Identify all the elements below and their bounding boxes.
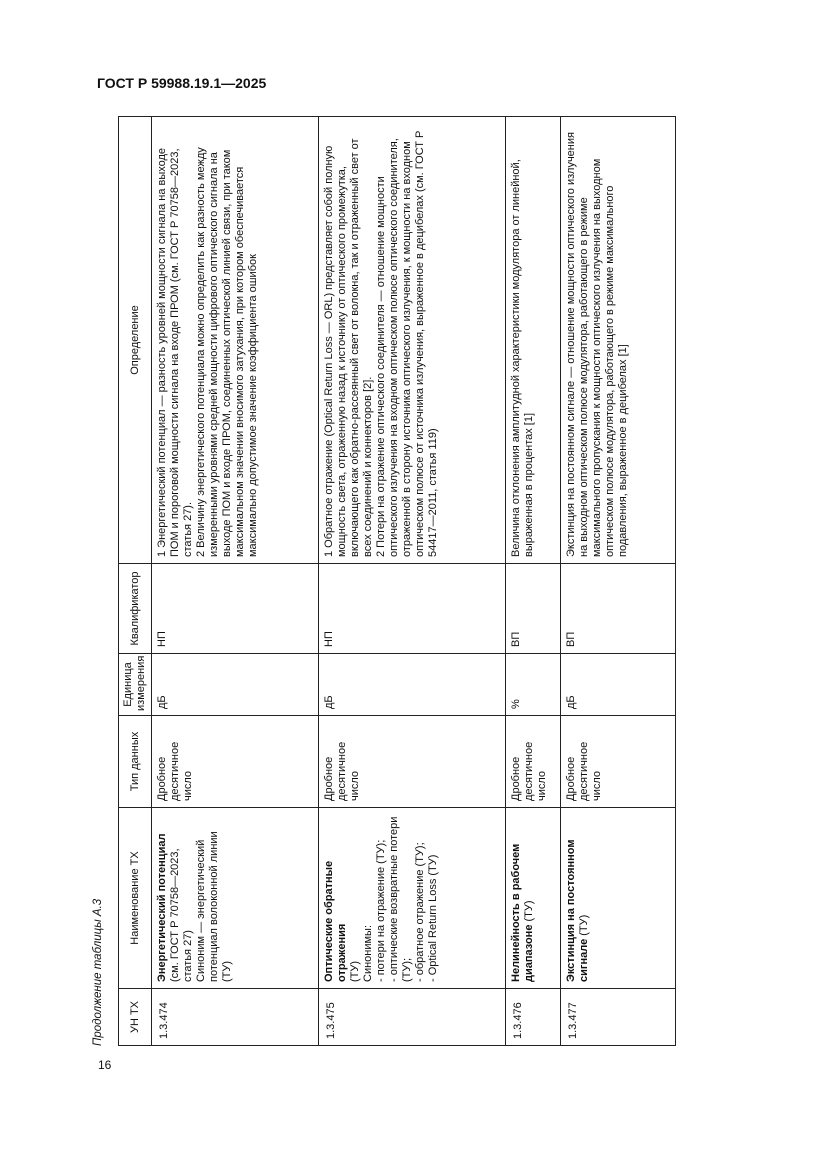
cell-unit: дБ [561, 654, 676, 716]
table-row [319, 117, 506, 1046]
cell-unit: дБ [152, 654, 319, 716]
cell-name [506, 808, 561, 989]
rotated-table-area [90, 117, 690, 1046]
col-header-definition: Определение [119, 117, 152, 564]
cell-name [561, 808, 676, 989]
name-title: Энергетический потенциал [156, 833, 168, 982]
cell-qualifier: НП [319, 564, 506, 654]
name-line: - Optical Return Loss (ТУ) [427, 854, 439, 982]
definition-line: Экстинция на постоянном сигнале — отношение мощности оптического излучения на выходном оптическом полюсе модулятора, работающего в режиме максимального пропускания к мощности оптического излучения на выходном оптическом полюсе модулятора, работающего в режиме максимального подавления, выраженное в децибелах [1] [565, 132, 629, 557]
name-title: Экстинция на постоянном сигнале [565, 839, 590, 982]
table-row [152, 117, 319, 1046]
cell-type: Дробное десятичное число [561, 716, 676, 808]
cell-definition [561, 117, 676, 564]
cell-id: 1.3.477 [561, 989, 676, 1046]
document-header: ГОСТ Р 59988.19.1—2025 [97, 75, 267, 91]
name-title: Оптические обратные отражения [323, 860, 348, 982]
table-header-row [119, 117, 152, 1046]
table-row [506, 117, 561, 1046]
name-line: - оптические возвратные потери (ТУ); [388, 816, 413, 982]
parameters-table [118, 116, 676, 1046]
cell-id: 1.3.476 [506, 989, 561, 1046]
cell-name [319, 808, 506, 989]
table-caption: Продолжение таблицы А.3 [92, 898, 104, 1046]
definition-line: 2 Величину энергетического потенциала можно определить как разность между измеренными уровнями средней мощности цифрового оптического сигнала на выходе ПОМ и входе ПРОМ, соединенных оптической линией связи, при таком максимальном значении вносимого затухания, при котором обеспечивается максимально допустимое значение коэффициента ошибок [195, 147, 259, 557]
definition-line: Величина отклонения амплитудной характеристики модулятора от линейной, выраженная в процентах [1] [510, 159, 535, 557]
cell-name [152, 808, 319, 989]
name-line: (ТУ) [349, 960, 361, 982]
name-line: Синоним — энергетический потенциал волоконной линии (ТУ) [195, 831, 233, 982]
cell-type: Дробное десятичное число [152, 716, 319, 808]
name-line: - обратное отражение (ТУ); [414, 842, 426, 982]
name-line: (см. ГОСТ Р 70758—2023, статья 27) [169, 848, 194, 982]
cell-definition [506, 117, 561, 564]
table-row [561, 117, 676, 1046]
col-header-type: Тип данных [119, 716, 152, 808]
cell-type: Дробное десятичное число [506, 716, 561, 808]
definition-line: 1 Энергетический потенциал — разность уровней мощности сигнала на выходе ПОМ и пороговой мощности сигнала на входе ПРОМ (см. ГОСТ Р 70758—2023, статья 27). [156, 147, 194, 557]
cell-definition [319, 117, 506, 564]
cell-type: Дробное десятичное число [319, 716, 506, 808]
cell-qualifier: ВП [561, 564, 676, 654]
name-line: (ТУ) [523, 900, 535, 922]
col-header-qualifier: Квалификатор [119, 564, 152, 654]
page-number: 16 [98, 1058, 112, 1072]
name-title: Нелинейность в рабочем диапазоне [510, 843, 535, 982]
cell-definition [152, 117, 319, 564]
cell-unit: % [506, 654, 561, 716]
definition-line: 1 Обратное отражение (Optical Return Loss — ORL) представляет собой полную мощность света, отраженную назад к источнику от оптического промежутка, включающего как обратно-рассеянный свет от волокна, так и отраженный свет от всех соединений и коннекторов [2]. [323, 138, 374, 557]
cell-unit: дБ [319, 654, 506, 716]
cell-qualifier: ВП [506, 564, 561, 654]
name-line: Синонимы: [362, 924, 374, 982]
col-header-unit: Единица измерения [119, 654, 152, 716]
cell-qualifier: НП [152, 564, 319, 654]
name-line: - потери на отражение (ТУ); [375, 839, 387, 982]
cell-id: 1.3.475 [319, 989, 506, 1046]
name-line: (ТУ) [578, 914, 590, 936]
cell-id: 1.3.474 [152, 989, 319, 1046]
definition-line: 2 Потери на отражение оптического соединителя — отношение мощности оптического излучения на входном оптическом полюсе оптического соединителя, отраженной в сторону источника оптического излучения, к мощности на входном оптическом полюсе от источника излучения, выраженное в децибелах (см. ГОСТ Р 54417—2011, статья 119) [375, 130, 439, 557]
col-header-id: УН ТХ [119, 989, 152, 1046]
col-header-name: Наименование ТХ [119, 808, 152, 989]
